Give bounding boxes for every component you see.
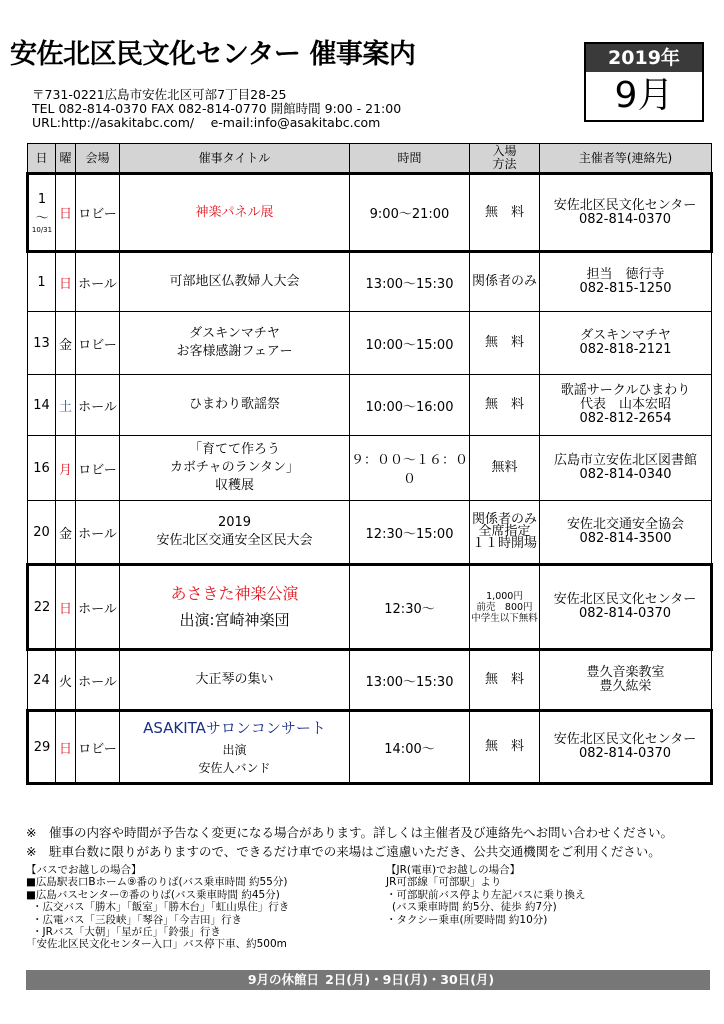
weekday-cell: 月: [56, 436, 76, 501]
day-cell: 20: [28, 501, 56, 565]
header-time: 時間: [350, 144, 470, 174]
admission-cell: 無料: [470, 436, 540, 501]
admission-cell: 無 料: [470, 650, 540, 711]
organizer-cell: 安佐北区民文化センター 082-814-0370: [540, 711, 712, 784]
admission-cell: 無 料: [470, 174, 540, 252]
organizer-cell: ダスキンマチヤ 082-818-2121: [540, 312, 712, 375]
access-line: ・JRバス「大朝」「星が丘」「鈴張」行き: [32, 926, 221, 939]
contact-info: [32, 88, 401, 130]
day-cell: 29: [28, 711, 56, 784]
event-title-cell: [120, 711, 350, 784]
access-line: ・広交バス「勝木」「飯室」「勝木台」「虹山県住」行き: [32, 901, 290, 914]
table-row: [28, 650, 712, 711]
year-label: 2019年: [586, 44, 702, 72]
header-venue: 会場: [76, 144, 120, 174]
weekday-cell: 土: [56, 375, 76, 436]
closed-days-label: 9月の休館日: [247, 972, 320, 987]
venue-cell: ロビー: [76, 312, 120, 375]
access-line: ・広電バス「三段峡」「琴谷」「今吉田」行き: [32, 913, 242, 926]
day-cell: 13: [28, 312, 56, 375]
organizer-cell: 歌謡サークルひまわり 代表 山本宏昭 082-812-2654: [540, 375, 712, 436]
admission-cell: 1,000円 前売 800円 中学生以下無料: [470, 565, 540, 650]
weekday-cell: 日: [56, 174, 76, 252]
venue-cell: ホール: [76, 650, 120, 711]
weekday-cell: 日: [56, 711, 76, 784]
event-title: 2019 安佐北区交通安全区民大会: [120, 501, 350, 565]
bus-access-info: [26, 864, 289, 951]
weekday-cell: 日: [56, 565, 76, 650]
url-line[interactable]: URL:http://asakitabc.com/ e-mail:info@asakitabc.com: [32, 115, 381, 130]
table-header-row: [28, 144, 712, 174]
event-title: ダスキンマチヤ お客様感謝フェアー: [120, 312, 350, 375]
table-row: [28, 501, 712, 565]
weekday-cell: 日: [56, 252, 76, 312]
address: 〒731-0221広島市安佐北区可部7丁目28-25: [32, 87, 287, 102]
event-performer: 出演:宮崎神楽団: [179, 611, 290, 629]
month-label: 9月: [614, 75, 674, 116]
time-cell: 13:00～15:30: [350, 252, 470, 312]
access-line: ■広島バスセンター⑦番のりば(バス乗車時間 約45分): [26, 888, 280, 901]
table-row: [28, 375, 712, 436]
day-cell: 14: [28, 375, 56, 436]
table-row: [28, 565, 712, 650]
day-cell: 16: [28, 436, 56, 501]
table-row: [28, 312, 712, 375]
weekday-cell: 金: [56, 501, 76, 565]
venue-cell: ロビー: [76, 711, 120, 784]
closed-days-dates: 2日(月)・9日(月)・30日(月): [325, 972, 495, 987]
admission-cell: 関係者のみ: [470, 252, 540, 312]
page-title: 安佐北区民文化センター 催事案内: [10, 39, 416, 70]
table-row: [28, 711, 712, 784]
venue-cell: ホール: [76, 501, 120, 565]
day-cell: 1 ～ 10/31: [28, 174, 56, 252]
weekday-cell: 火: [56, 650, 76, 711]
time-cell: 12:30～15:00: [350, 501, 470, 565]
venue-cell: ロビー: [76, 174, 120, 252]
day-cell: 22: [28, 565, 56, 650]
organizer-cell: 安佐北交通安全協会 082-814-3500: [540, 501, 712, 565]
phone-line: TEL 082-814-0370 FAX 082-814-0770 開館時間 9:00 - 21:00: [32, 101, 402, 116]
access-line: JR可部線「可部駅」より: [386, 876, 502, 889]
closed-days-banner: [26, 970, 710, 990]
day-cell: 1: [28, 252, 56, 312]
time-cell: 13:00～15:30: [350, 650, 470, 711]
event-title: ASAKITAサロンコンサート: [143, 718, 326, 737]
admission-cell: 無 料: [470, 312, 540, 375]
year-month-box: [584, 42, 704, 122]
venue-cell: ロビー: [76, 436, 120, 501]
table-row: [28, 252, 712, 312]
note-schedule-change: ※ 催事の内容や時間が予告なく変更になる場合があります。詳しくは主催者及び連絡先へお問い合わせください。: [26, 825, 673, 840]
admission-cell: 無 料: [470, 711, 540, 784]
access-line: 【バスでお越しの場合】: [26, 864, 142, 876]
access-line: ・可部駅前バス停より左記バスに乗り換え: [386, 888, 586, 901]
time-cell: ９：００～１６：００: [350, 436, 470, 501]
event-title: あさきた神楽公演: [170, 584, 299, 603]
table-row: [28, 436, 712, 501]
time-cell: 12:30～: [350, 565, 470, 650]
organizer-cell: 安佐北区民文化センター 082-814-0370: [540, 565, 712, 650]
access-line: 【JR(電車)でお越しの場合】: [386, 864, 521, 876]
jr-access-info: [386, 864, 586, 926]
table-row: [28, 174, 712, 252]
access-line: 「安佐北区民文化センター入口」バス停下車、約500m: [26, 938, 287, 951]
admission-cell: 無 料: [470, 375, 540, 436]
venue-cell: ホール: [76, 565, 120, 650]
admission-cell: 関係者のみ 全席指定 １１時開場: [470, 501, 540, 565]
header-title: 催事タイトル: [120, 144, 350, 174]
time-cell: 10:00～15:00: [350, 312, 470, 375]
header-day: 日: [28, 144, 56, 174]
event-title: 神楽パネル展: [120, 174, 350, 252]
access-line: (バス乗車時間 約5分、徒歩 約7分): [392, 901, 557, 914]
event-title: ひまわり歌謡祭: [120, 375, 350, 436]
event-performer: 安佐人バンド: [198, 760, 271, 775]
notes: [26, 823, 673, 861]
event-title: 大正琴の集い: [120, 650, 350, 711]
day-cell: 24: [28, 650, 56, 711]
header-weekday: 曜: [56, 144, 76, 174]
note-parking: ※ 駐車台数に限りがありますので、できるだけ車での来場はご遠慮いただき、公共交通機関をご利用ください。: [26, 844, 661, 859]
access-line: ■広島駅表口Bホーム⑨番のりば(バス乗車時間 約55分): [26, 876, 288, 889]
venue-cell: ホール: [76, 375, 120, 436]
event-title: 「育てて作ろう カボチャのランタン」 収穫展: [120, 436, 350, 501]
venue-cell: ホール: [76, 252, 120, 312]
event-title: 可部地区仏教婦人大会: [120, 252, 350, 312]
time-cell: 9:00～21:00: [350, 174, 470, 252]
time-cell: 10:00～16:00: [350, 375, 470, 436]
event-title-cell: [120, 565, 350, 650]
header-organizer: 主催者等(連絡先): [540, 144, 712, 174]
time-cell: 14:00～: [350, 711, 470, 784]
organizer-cell: 広島市立安佐北区図書館 082-814-0340: [540, 436, 712, 501]
organizer-cell: 安佐北区民文化センター 082-814-0370: [540, 174, 712, 252]
organizer-cell: 豊久音楽教室 豊久紘栄: [540, 650, 712, 711]
organizer-cell: 担当 徳行寺 082-815-1250: [540, 252, 712, 312]
event-schedule-table: [26, 143, 713, 785]
header-admission: 入場 方法: [470, 144, 540, 174]
weekday-cell: 金: [56, 312, 76, 375]
access-line: ・タクシー乗車(所要時間 約10分): [386, 913, 548, 926]
event-performer-label: 出演: [222, 742, 247, 757]
